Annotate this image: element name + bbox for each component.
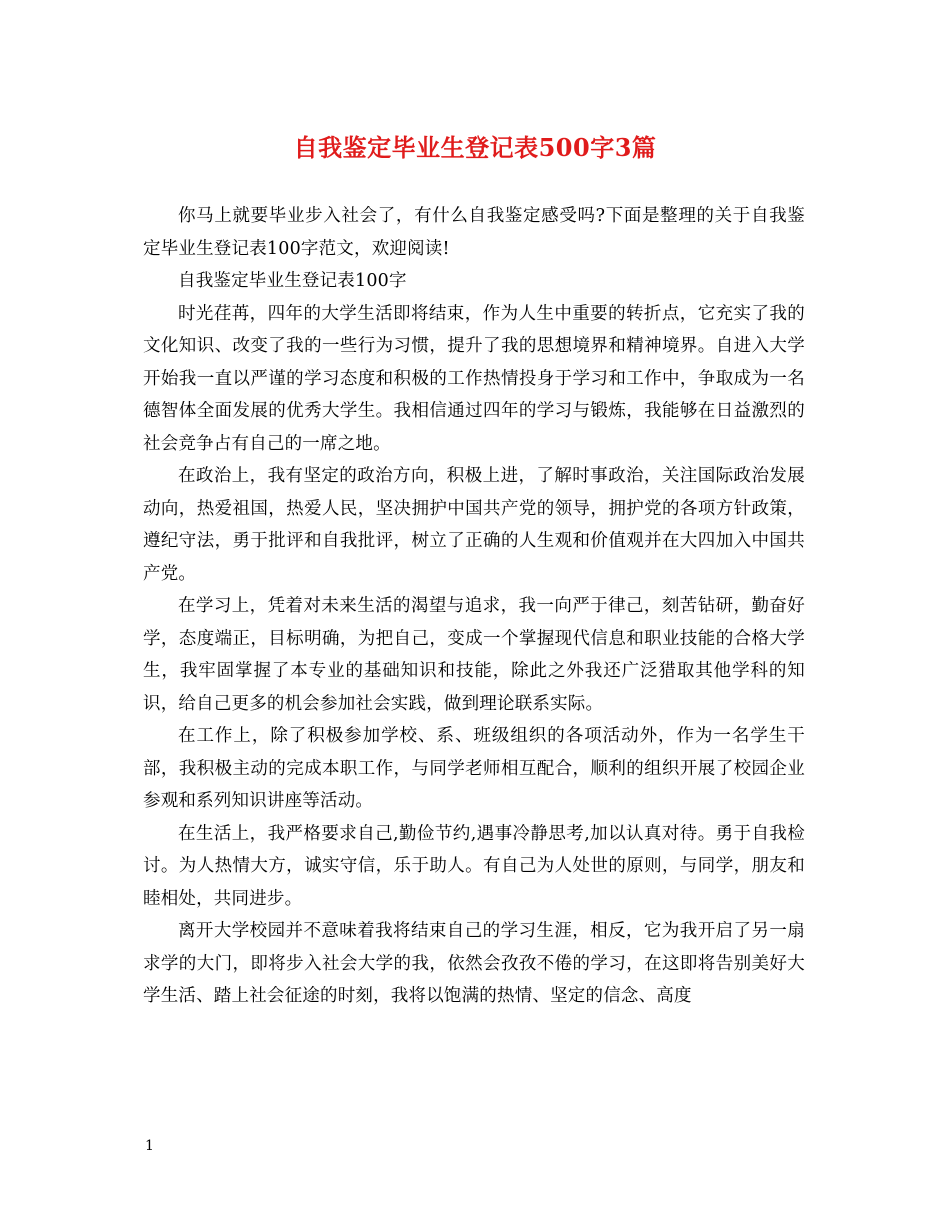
paragraph-overview: 时光荏苒，四年的大学生活即将结束，作为人生中重要的转折点，它充实了我的文化知识、改变了我的一些行为习惯，提升了我的思想境界和精神境界。自进入大学开始我一直以严谨的学习态度和积极的工作热情投身于学习和工作中，争取成为一名德智体全面发展的优秀大学生。我相信通过四年的学习与锻炼，我能够在日益激烈的社会竞争占有自己的一席之地。 — [143, 303, 805, 454]
document-body — [143, 200, 805, 1013]
document-title: 自我鉴定毕业生登记表500字3篇 — [293, 133, 657, 162]
paragraph-life: 在生活上，我严格要求自己,勤俭节约,遇事冷静思考,加以认真对待。勇于自我检讨。为人热情大方，诚实守信，乐于助人。有自己为人处世的原则，与同学，朋友和睦相处，共同进步。 — [143, 823, 805, 909]
paragraph-subheading: 自我鉴定毕业生登记表100字 — [178, 271, 407, 291]
paragraph-politics: 在政治上，我有坚定的政治方向，积极上进，了解时事政治，关注国际政治发展动向，热爱祖国，热爱人民，坚决拥护中国共产党的领导，拥护党的各项方针政策，遵纪守法，勇于批评和自我批评，树立了正确的人生观和价值观并在大四加入中国共产党。 — [143, 466, 805, 584]
paragraph-work: 在工作上，除了积极参加学校、系、班级组织的各项活动外，作为一名学生干部，我积极主动的完成本职工作，与同学老师相互配合，顺利的组织开展了校园企业参观和系列知识讲座等活动。 — [143, 726, 805, 811]
page-number: 1 — [145, 1138, 154, 1154]
paragraph-future: 离开大学校园并不意味着我将结束自己的学习生涯，相反，它为我开启了另一扇求学的大门，即将步入社会大学的我，依然会孜孜不倦的学习，在这即将告别美好大学生活、踏上社会征途的时刻，我将以饱满的热情、坚定的信念、高度 — [143, 921, 805, 1006]
paragraph-intro: 你马上就要毕业步入社会了，有什么自我鉴定感受吗?下面是整理的关于自我鉴定毕业生登记表100字范文，欢迎阅读! — [143, 206, 805, 259]
paragraph-study: 在学习上，凭着对未来生活的渴望与追求，我一向严于律己，刻苦钻研，勤奋好学，态度端正，目标明确，为把自己，变成一个掌握现代信息和职业技能的合格大学生，我牢固掌握了本专业的基础知识和技能，除此之外我还广泛猎取其他学科的知识，给自己更多的机会参加社会实践，做到理论联系实际。 — [143, 596, 805, 714]
